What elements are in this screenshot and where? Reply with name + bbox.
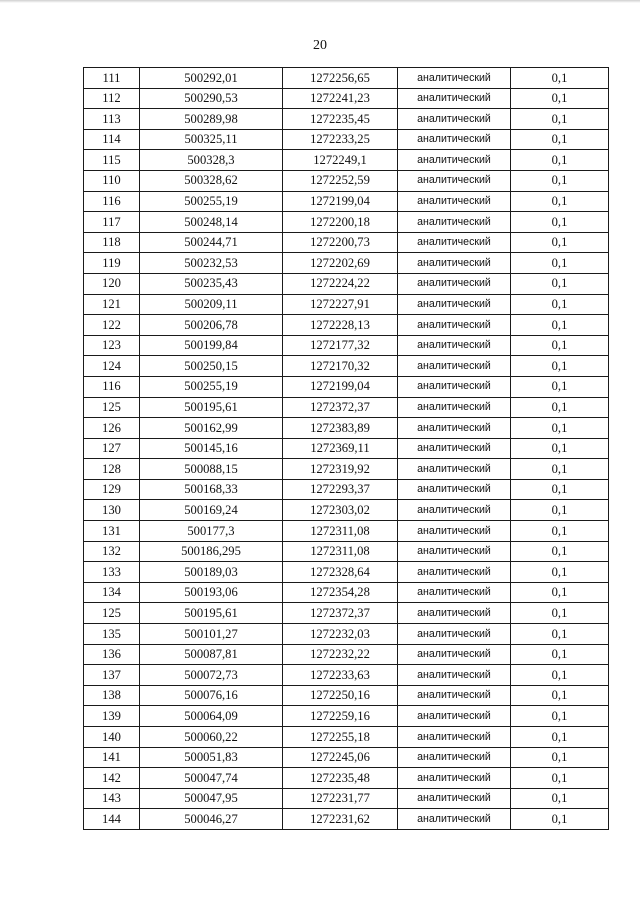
x-coordinate-cell: 500072,73 [140,665,283,686]
method-cell: аналитический [398,459,511,480]
point-number-cell: 122 [84,315,140,336]
method-cell: аналитический [398,768,511,789]
accuracy-cell: 0,1 [511,665,609,686]
accuracy-cell: 0,1 [511,191,609,212]
table-row [84,747,609,768]
x-coordinate-cell: 500328,3 [140,150,283,171]
accuracy-cell: 0,1 [511,541,609,562]
x-coordinate-cell: 500328,62 [140,170,283,191]
accuracy-cell: 0,1 [511,459,609,480]
y-coordinate-cell: 1272311,08 [283,521,398,542]
method-cell: аналитический [398,685,511,706]
table-row [84,541,609,562]
table-row [84,191,609,212]
point-number-cell: 125 [84,603,140,624]
coordinates-table [83,67,609,830]
point-number-cell: 116 [84,376,140,397]
method-cell: аналитический [398,397,511,418]
method-cell: аналитический [398,582,511,603]
y-coordinate-cell: 1272232,03 [283,624,398,645]
x-coordinate-cell: 500195,61 [140,397,283,418]
method-cell: аналитический [398,706,511,727]
method-cell: аналитический [398,170,511,191]
point-number-cell: 133 [84,562,140,583]
y-coordinate-cell: 1272256,65 [283,68,398,89]
y-coordinate-cell: 1272259,16 [283,706,398,727]
table-row [84,521,609,542]
method-cell: аналитический [398,376,511,397]
y-coordinate-cell: 1272250,16 [283,685,398,706]
x-coordinate-cell: 500289,98 [140,109,283,130]
method-cell: аналитический [398,665,511,686]
point-number-cell: 117 [84,212,140,233]
accuracy-cell: 0,1 [511,418,609,439]
accuracy-cell: 0,1 [511,253,609,274]
point-number-cell: 114 [84,129,140,150]
table-row [84,150,609,171]
point-number-cell: 143 [84,788,140,809]
table-row [84,232,609,253]
y-coordinate-cell: 1272369,11 [283,438,398,459]
accuracy-cell: 0,1 [511,788,609,809]
y-coordinate-cell: 1272233,63 [283,665,398,686]
table-row [84,459,609,480]
y-coordinate-cell: 1272202,69 [283,253,398,274]
x-coordinate-cell: 500199,84 [140,335,283,356]
x-coordinate-cell: 500047,74 [140,768,283,789]
accuracy-cell: 0,1 [511,273,609,294]
accuracy-cell: 0,1 [511,335,609,356]
table-row [84,809,609,830]
table-row [84,88,609,109]
point-number-cell: 120 [84,273,140,294]
table-row [84,109,609,130]
method-cell: аналитический [398,88,511,109]
table-row [84,418,609,439]
x-coordinate-cell: 500177,3 [140,521,283,542]
method-cell: аналитический [398,315,511,336]
x-coordinate-cell: 500248,14 [140,212,283,233]
table-row [84,273,609,294]
point-number-cell: 137 [84,665,140,686]
point-number-cell: 142 [84,768,140,789]
point-number-cell: 132 [84,541,140,562]
page-number: 20 [313,38,327,53]
point-number-cell: 136 [84,644,140,665]
x-coordinate-cell: 500162,99 [140,418,283,439]
y-coordinate-cell: 1272241,23 [283,88,398,109]
point-number-cell: 141 [84,747,140,768]
page-top-edge [0,0,640,3]
point-number-cell: 124 [84,356,140,377]
point-number-cell: 126 [84,418,140,439]
x-coordinate-cell: 500195,61 [140,603,283,624]
method-cell: аналитический [398,541,511,562]
table-row [84,603,609,624]
accuracy-cell: 0,1 [511,356,609,377]
method-cell: аналитический [398,521,511,542]
x-coordinate-cell: 500255,19 [140,376,283,397]
y-coordinate-cell: 1272199,04 [283,376,398,397]
accuracy-cell: 0,1 [511,603,609,624]
accuracy-cell: 0,1 [511,582,609,603]
accuracy-cell: 0,1 [511,562,609,583]
x-coordinate-cell: 500325,11 [140,129,283,150]
y-coordinate-cell: 1272170,32 [283,356,398,377]
table-row [84,376,609,397]
method-cell: аналитический [398,335,511,356]
point-number-cell: 118 [84,232,140,253]
table-row [84,624,609,645]
accuracy-cell: 0,1 [511,109,609,130]
y-coordinate-cell: 1272249,1 [283,150,398,171]
accuracy-cell: 0,1 [511,644,609,665]
method-cell: аналитический [398,356,511,377]
method-cell: аналитический [398,727,511,748]
accuracy-cell: 0,1 [511,294,609,315]
accuracy-cell: 0,1 [511,727,609,748]
method-cell: аналитический [398,418,511,439]
x-coordinate-cell: 500250,15 [140,356,283,377]
y-coordinate-cell: 1272328,64 [283,562,398,583]
table-row [84,129,609,150]
method-cell: аналитический [398,624,511,645]
x-coordinate-cell: 500232,53 [140,253,283,274]
y-coordinate-cell: 1272319,92 [283,459,398,480]
table-row [84,170,609,191]
method-cell: аналитический [398,253,511,274]
y-coordinate-cell: 1272311,08 [283,541,398,562]
point-number-cell: 121 [84,294,140,315]
y-coordinate-cell: 1272235,48 [283,768,398,789]
x-coordinate-cell: 500235,43 [140,273,283,294]
table-row [84,356,609,377]
point-number-cell: 127 [84,438,140,459]
x-coordinate-cell: 500046,27 [140,809,283,830]
method-cell: аналитический [398,294,511,315]
method-cell: аналитический [398,479,511,500]
x-coordinate-cell: 500206,78 [140,315,283,336]
y-coordinate-cell: 1272354,28 [283,582,398,603]
y-coordinate-cell: 1272303,02 [283,500,398,521]
method-cell: аналитический [398,438,511,459]
x-coordinate-cell: 500292,01 [140,68,283,89]
point-number-cell: 134 [84,582,140,603]
point-number-cell: 131 [84,521,140,542]
y-coordinate-cell: 1272372,37 [283,603,398,624]
table-row [84,315,609,336]
accuracy-cell: 0,1 [511,521,609,542]
point-number-cell: 139 [84,706,140,727]
y-coordinate-cell: 1272227,91 [283,294,398,315]
method-cell: аналитический [398,191,511,212]
method-cell: аналитический [398,603,511,624]
y-coordinate-cell: 1272372,37 [283,397,398,418]
y-coordinate-cell: 1272200,18 [283,212,398,233]
y-coordinate-cell: 1272252,59 [283,170,398,191]
accuracy-cell: 0,1 [511,685,609,706]
table-row [84,397,609,418]
accuracy-cell: 0,1 [511,747,609,768]
table-row [84,727,609,748]
accuracy-cell: 0,1 [511,212,609,233]
accuracy-cell: 0,1 [511,500,609,521]
point-number-cell: 111 [84,68,140,89]
accuracy-cell: 0,1 [511,129,609,150]
method-cell: аналитический [398,747,511,768]
y-coordinate-cell: 1272228,13 [283,315,398,336]
method-cell: аналитический [398,562,511,583]
point-number-cell: 116 [84,191,140,212]
x-coordinate-cell: 500186,295 [140,541,283,562]
point-number-cell: 128 [84,459,140,480]
y-coordinate-cell: 1272199,04 [283,191,398,212]
table-row [84,665,609,686]
point-number-cell: 110 [84,170,140,191]
table-row [84,582,609,603]
point-number-cell: 130 [84,500,140,521]
point-number-cell: 123 [84,335,140,356]
accuracy-cell: 0,1 [511,438,609,459]
accuracy-cell: 0,1 [511,376,609,397]
x-coordinate-cell: 500064,09 [140,706,283,727]
x-coordinate-cell: 500244,71 [140,232,283,253]
y-coordinate-cell: 1272245,06 [283,747,398,768]
point-number-cell: 138 [84,685,140,706]
accuracy-cell: 0,1 [511,809,609,830]
point-number-cell: 125 [84,397,140,418]
table-row [84,479,609,500]
x-coordinate-cell: 500169,24 [140,500,283,521]
y-coordinate-cell: 1272177,32 [283,335,398,356]
x-coordinate-cell: 500209,11 [140,294,283,315]
point-number-cell: 140 [84,727,140,748]
y-coordinate-cell: 1272231,77 [283,788,398,809]
method-cell: аналитический [398,68,511,89]
method-cell: аналитический [398,644,511,665]
x-coordinate-cell: 500060,22 [140,727,283,748]
accuracy-cell: 0,1 [511,479,609,500]
x-coordinate-cell: 500088,15 [140,459,283,480]
x-coordinate-cell: 500168,33 [140,479,283,500]
accuracy-cell: 0,1 [511,88,609,109]
accuracy-cell: 0,1 [511,170,609,191]
table-row [84,644,609,665]
x-coordinate-cell: 500051,83 [140,747,283,768]
table-row [84,253,609,274]
point-number-cell: 112 [84,88,140,109]
table-row [84,768,609,789]
accuracy-cell: 0,1 [511,68,609,89]
method-cell: аналитический [398,109,511,130]
y-coordinate-cell: 1272233,25 [283,129,398,150]
y-coordinate-cell: 1272235,45 [283,109,398,130]
table-row [84,335,609,356]
y-coordinate-cell: 1272224,22 [283,273,398,294]
table-body [84,68,609,830]
method-cell: аналитический [398,809,511,830]
y-coordinate-cell: 1272383,89 [283,418,398,439]
x-coordinate-cell: 500076,16 [140,685,283,706]
method-cell: аналитический [398,150,511,171]
table-row [84,706,609,727]
table-row [84,788,609,809]
x-coordinate-cell: 500255,19 [140,191,283,212]
point-number-cell: 135 [84,624,140,645]
table-row [84,212,609,233]
point-number-cell: 119 [84,253,140,274]
table-row [84,438,609,459]
y-coordinate-cell: 1272232,22 [283,644,398,665]
method-cell: аналитический [398,788,511,809]
accuracy-cell: 0,1 [511,397,609,418]
x-coordinate-cell: 500087,81 [140,644,283,665]
table-row [84,685,609,706]
table-row [84,500,609,521]
x-coordinate-cell: 500047,95 [140,788,283,809]
accuracy-cell: 0,1 [511,624,609,645]
accuracy-cell: 0,1 [511,768,609,789]
method-cell: аналитический [398,500,511,521]
y-coordinate-cell: 1272255,18 [283,727,398,748]
x-coordinate-cell: 500189,03 [140,562,283,583]
point-number-cell: 113 [84,109,140,130]
table-row [84,294,609,315]
method-cell: аналитический [398,212,511,233]
method-cell: аналитический [398,273,511,294]
y-coordinate-cell: 1272231,62 [283,809,398,830]
method-cell: аналитический [398,129,511,150]
method-cell: аналитический [398,232,511,253]
accuracy-cell: 0,1 [511,150,609,171]
accuracy-cell: 0,1 [511,315,609,336]
x-coordinate-cell: 500101,27 [140,624,283,645]
point-number-cell: 115 [84,150,140,171]
y-coordinate-cell: 1272293,37 [283,479,398,500]
accuracy-cell: 0,1 [511,706,609,727]
point-number-cell: 144 [84,809,140,830]
point-number-cell: 129 [84,479,140,500]
table-row [84,68,609,89]
table-row [84,562,609,583]
x-coordinate-cell: 500290,53 [140,88,283,109]
x-coordinate-cell: 500145,16 [140,438,283,459]
x-coordinate-cell: 500193,06 [140,582,283,603]
y-coordinate-cell: 1272200,73 [283,232,398,253]
accuracy-cell: 0,1 [511,232,609,253]
